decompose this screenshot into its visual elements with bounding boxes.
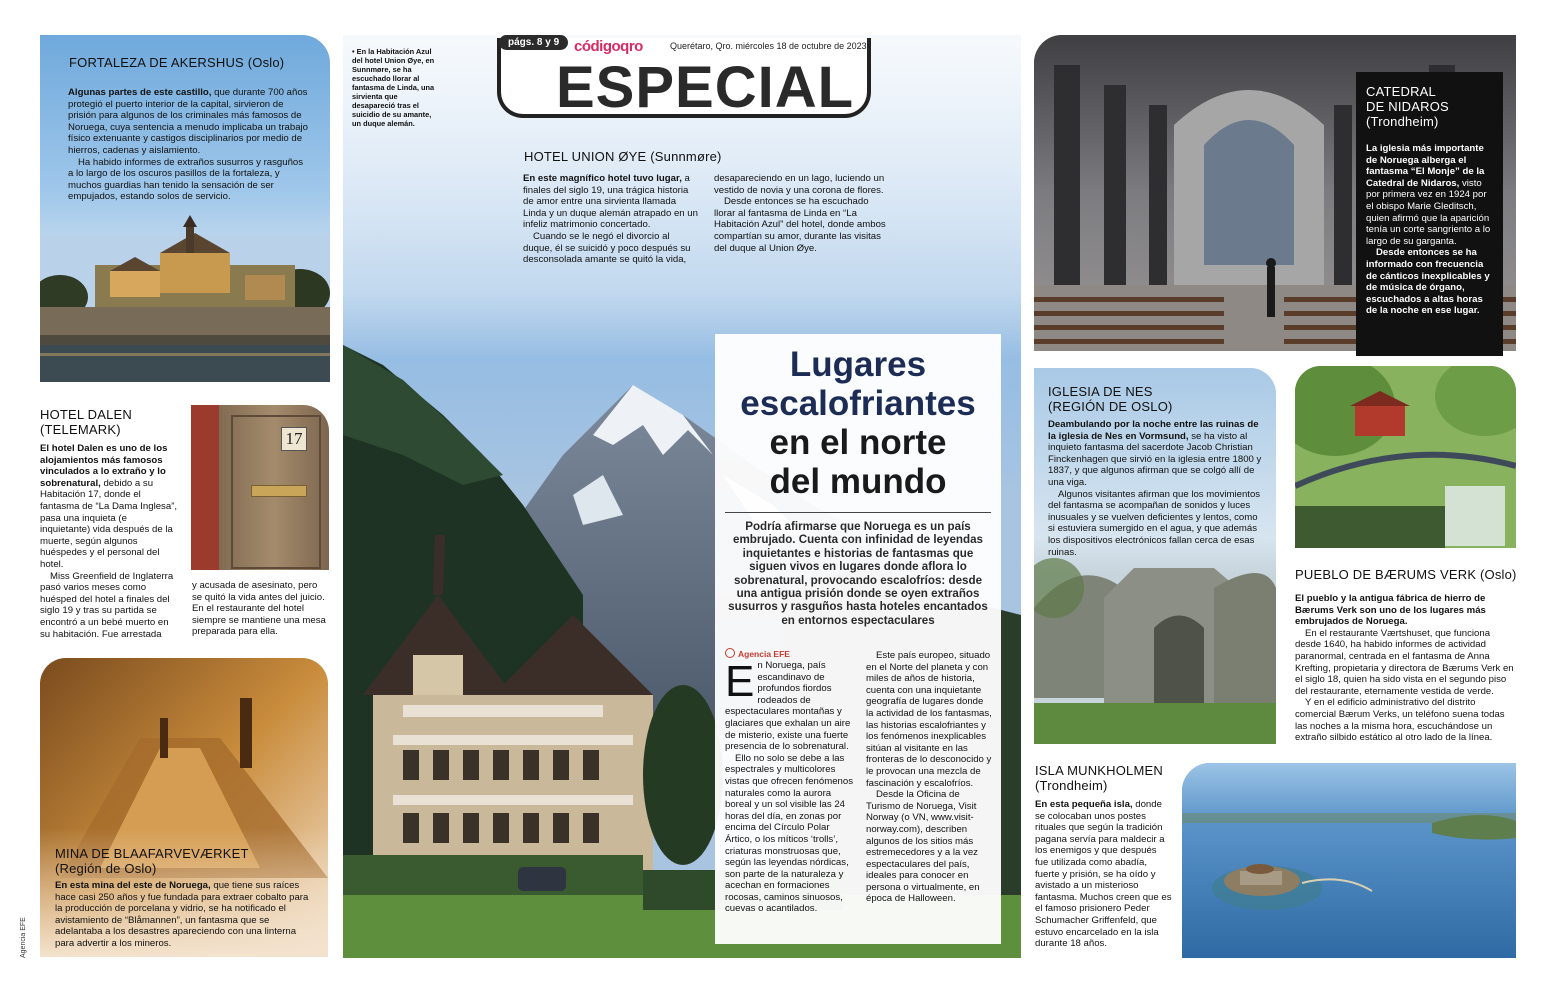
headline-line3: en el norte [769, 423, 947, 462]
dalen-title-line2: (TELEMARK) [40, 422, 121, 437]
union-text-col1 [523, 173, 701, 266]
main-col1-p1: n Noruega, país escandinavo de profundos fiordos rodeados de espectaculares montañas y glaciares que exhalan un aire de misterio, existe una fuerte presencia de lo sobrenatural. [725, 660, 851, 753]
main-deck: Podría afirmarse que Noruega es un país embrujado. Cuenta con infinidad de leyendas inquietantes e historias de fantasmas que siguen vivos en lugares donde aflora lo sobrenatural, provocando escalofríos: desde una antigua prisión donde se oyen extraños susurros y rasguños hasta hoteles encantados en entornos espectaculares [728, 520, 988, 627]
baerums-title: PUEBLO DE BÆRUMS VERK (Oslo) [1295, 567, 1517, 582]
main-col2-p1: Este país europeo, situado en el Norte del planeta y con miles de años de historia, cuenta con una inquietante geografía de lugares donde la actividad de los fantasmas, las historias escalofriantes y los fenómenos inexplicables sitúan al visitante en las fronteras de lo desconocido y le provocan una mezcla de fascinación y escalofríos. [866, 650, 992, 789]
photo-credit: Agencia EFE [20, 917, 27, 958]
mina-lead: En esta mina del este de Noruega, [55, 880, 211, 891]
caption-text: En la Habitación Azul del hotel Union Øye, en Sunnmøre, se ha escuchado llorar al fantasma de Linda, una sirvienta que desapareció tras el suicidio de su amante, un duque alemán. [352, 47, 435, 128]
headline-line2: escalofriantes [740, 384, 976, 423]
mina-title-line1: MINA DE BLAAFARVEVÆRKET [55, 846, 249, 861]
munkholmen-p1: donde se colocaban unos postes rituales que según la tradición pagana servía para maldecir a los enemigos y que después fue utilizada como abadía, fuerte y prisión, se ha oído y avistado a un misterioso fantasma. Muchos creen que es el famoso prisionero Peder Schumacher Griffenfeld, que estuvo encarcelado en la isla durante 18 años. [1035, 799, 1172, 950]
pages-badge: págs. 8 y 9 [499, 35, 568, 50]
main-col1-p2: Ello no solo se debe a las espectrales y multicolores vistas que ofrecen fenómenos naturales como la aurora boreal y un sol visible las 24 horas del día, en zonas por encima del Círculo Polar Ártico, o los míticos ‘trolls’, criaturas monstruosas que, según las leyendas nórdicas, son parte de la naturaleza y acechan en formaciones rocosas, caminos sinuosos, cuevas o acantilados. [725, 752, 853, 915]
nidaros-text [1366, 143, 1494, 317]
dalen-p1: debido a su Habitación 17, donde el fantasma de “La Dama Inglesa”, pasa una inquieta (e inquietante) vida después de la muerte, según algunos huéspedes y el personal del hotel. [40, 477, 178, 570]
union-col2-p1: desapareciendo en un lago, luciendo un vestido de novia y una corona de flores. [714, 173, 885, 196]
akershus-p1: que durante 700 años protegió el puerto interior de la capital, sirvieron de prisión para algunos de los criminales más famosos de Noruega, cuya sentencia a menudo implicaba un trabajo físico extenuante y castigos disciplinarios por medio de hierros, cadenas y aislamiento. [68, 87, 308, 156]
room-number: 17 [281, 427, 307, 451]
munkholmen-text [1035, 799, 1172, 950]
nidaros-title [1366, 84, 1449, 129]
nes-title [1048, 384, 1173, 414]
dalen-lead: El hotel Dalen es uno de los alojamientos más famosos vinculados a lo extraño y lo sobrenatural, [40, 443, 168, 489]
baerums-verk-photo [1295, 366, 1516, 548]
main-col2-p2: Desde la Oficina de Turismo de Noruega, Visit Norway (o VN, www.visit-norway.com), describen algunos de los sitios más estremecedores y a la vez espectaculares del país, ideales para conocer en persona o virtualmente, en época de Halloween. [866, 789, 980, 905]
dalen-title [40, 407, 132, 437]
munkholmen-lead: En esta pequeña isla, [1035, 799, 1133, 810]
mina-title-line2: (Región de Oslo) [55, 861, 157, 876]
munkholmen-island-photo [1182, 763, 1516, 958]
akershus-title: FORTALEZA DE AKERSHUS (Oslo) [69, 55, 285, 70]
dalen-title-line1: HOTEL DALEN [40, 407, 133, 422]
union-text-col2 [714, 173, 892, 254]
nes-text [1048, 419, 1262, 558]
nes-lead: Deambulando por la noche entre las ruinas de la iglesia de Nes en Vormsund, [1048, 419, 1259, 442]
union-col1-p2: Cuando se le negó el divorcio al duque, él se suicidó y poco después su desconsolada amante se quitó la vida, [523, 230, 691, 266]
nes-title-line1: IGLESIA DE NES [1048, 384, 1153, 399]
dalen-room-door-photo [191, 405, 329, 570]
caption-bullet: • [352, 47, 357, 56]
mina-title [55, 846, 249, 876]
drop-cap: E [725, 657, 755, 706]
akershus-p2: Ha habido informes de extraños susurros y rasguños a lo largo de los oscuros pasillos de la fortaleza, y muchos guardias han tenido la sensación de ser empujados, estando solos de servicio. [68, 156, 304, 203]
dateline-left: Querétaro, Qro. miércoles 18 de octubre de 2023 [670, 41, 867, 51]
baerums-lead: El pueblo y la antigua fábrica de hierro de Bærums Verk son uno de los lugares más embrujados de Noruega. [1295, 593, 1486, 628]
headline-rule [725, 512, 991, 513]
main-headline [715, 345, 1001, 501]
dalen-p2b: y acusada de asesinato, pero se quitó la vida antes del juicio. En el restaurante del hotel siempre se mantiene una mesa preparada para ella. [192, 580, 326, 638]
union-photo-caption [352, 47, 442, 128]
nidaros-title-line1: CATEDRAL [1366, 84, 1436, 99]
nes-title-line2: (REGIÓN DE OSLO) [1048, 399, 1173, 414]
baerums-text [1295, 593, 1517, 744]
main-text-col1 [725, 657, 855, 915]
nes-p2: Algunos visitantes afirman que los movimientos del fantasma se acompañan de sonidos y luces inusuales y se vuelven deficientes y lentos, como si estuviera sumergido en el agua, y que además los dispositivos electrónicos fallan cerca de esas ruinas. [1048, 488, 1261, 558]
nidaros-lead: La iglesia más importante de Noruega alberga el fantasma “El Monje” de la Catedral de Nidaros, [1366, 143, 1485, 189]
union-title: HOTEL UNION ØYE (Sunnmøre) [524, 149, 722, 164]
union-col1-p1: a finales del siglo 19, una trágica historia de amor entre una sirvienta llamada Linda y un duque alemán atrapado en un infeliz matrimonio concertado. [523, 173, 698, 231]
munkholmen-title-line2: (Trondheim) [1035, 778, 1108, 793]
byline-text: Agencia EFE [738, 649, 790, 659]
nidaros-p1: visto por primera vez en 1924 por el obispo Marie Gleditsch, quien afirmó que la aparición tenía un corte sangriento a lo largo de su garganta. [1366, 177, 1491, 247]
dalen-text-col2 [192, 580, 330, 638]
section-title: ESPECIAL [556, 55, 855, 120]
baerums-p2: Y en el edificio administrativo del distrito comercial Bærum Verks, un teléfono suena todas las noches a la misma hora, escuchándose un extraño silbido estático al otro lado de la línea. [1295, 697, 1505, 744]
union-lead: En este magnífico hotel tuvo lugar, [523, 173, 682, 184]
munkholmen-title [1035, 763, 1163, 793]
akershus-lead: Algunas partes de este castillo, [68, 87, 212, 98]
baerums-p1: En el restaurante Værtshuset, que funciona desde 1640, ha habido informes de actividad paranormal, centrada en el fantasma de Anna Krefting, propietaria y directora de Bærums Verk en el siglo 18, quien ha sido vista en el segundo piso del restaurante, eternamente vestida de verde. [1295, 627, 1514, 697]
main-text-col2 [866, 650, 992, 905]
brand-logo-left: códigoqro [574, 38, 643, 55]
dalen-p2a: Miss Greenfield de Inglaterra pasó varios meses como huésped del hotel a finales del siglo 19 y tras su partida se encontró a un bebé muerto en su habitación. Fue arrestada [40, 570, 174, 640]
nes-p1: se ha visto al inquieto fantasma del sacerdote Jacob Christian Finckenhagen que sirvió en la iglesia entre 1800 y 1837, y que algunos afirman que se colgó allí de una viga. [1048, 430, 1262, 488]
union-col2-p2: Desde entonces se ha escuchado llorar al fantasma de Linda en “La Habitación Azul” del hotel, donde ambos compartían su amor, durante las visitas del duque al Union Øye. [714, 196, 886, 254]
mina-text [55, 880, 313, 950]
nidaros-title-line3: (Trondheim) [1366, 114, 1439, 129]
munkholmen-title-line1: ISLA MUNKHOLMEN [1035, 763, 1163, 778]
akershus-text [68, 87, 308, 203]
mina-p1: que tiene sus raíces hace casi 250 años y fue fundada para extraer cobalto para la producción de porcelana y vidrio, se ha notificado el avistamiento de “Blåmannen”, un fantasma que se adelantaba a los desastres apareciendo con una linterna para advertir a los mineros. [55, 880, 309, 949]
nidaros-title-line2: DE NIDAROS [1366, 99, 1449, 114]
headline-line4: del mundo [769, 462, 947, 501]
headline-line1: Lugares [789, 345, 927, 384]
dalen-text-col1 [40, 443, 178, 640]
nidaros-p2: Desde entonces se ha informado con frecuencia de cánticos inexplicables y de música de órgano, escuchados a altas horas de la noche en ese lugar. [1366, 247, 1490, 317]
